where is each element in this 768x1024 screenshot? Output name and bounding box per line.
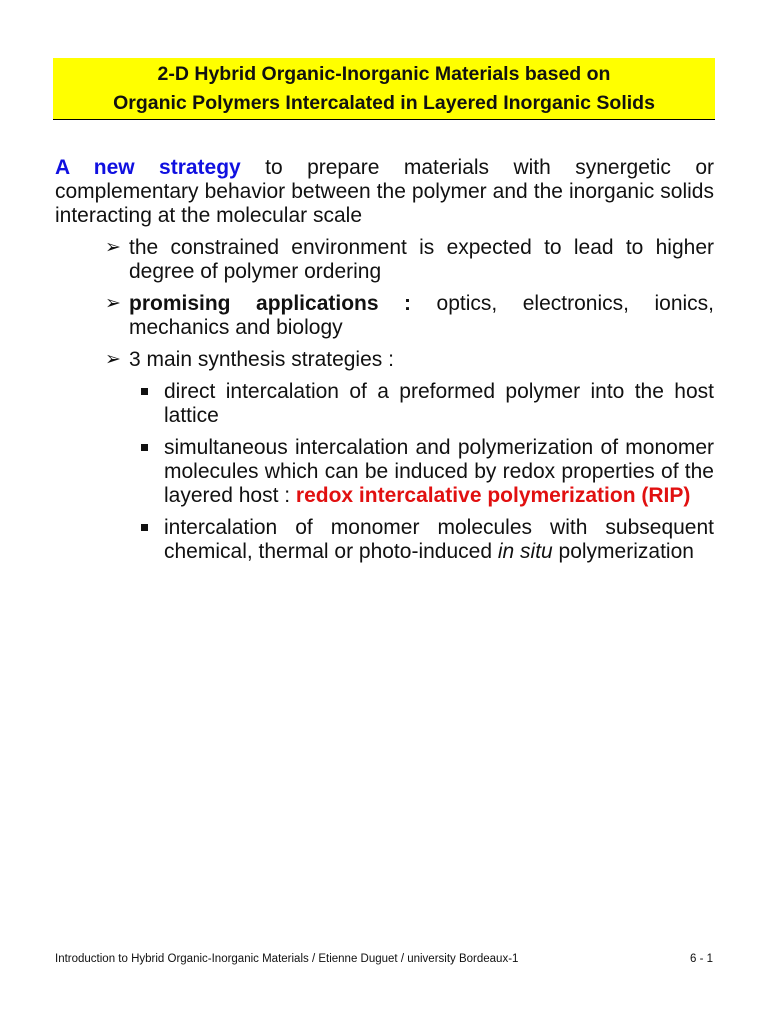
sub-bullet-item bbox=[55, 380, 714, 428]
title-line-2: Organic Polymers Intercalated in Layered Inorganic Solids bbox=[113, 92, 655, 114]
bullet-text: optics, electronics, ionics, mechanics and biology bbox=[129, 292, 714, 339]
sub-bullet-text-end: polymerization bbox=[552, 540, 694, 563]
title-line-1: 2-D Hybrid Organic-Inorganic Materials based on bbox=[157, 63, 611, 85]
rip-highlight: redox intercalative polymerization (RIP) bbox=[295, 484, 691, 507]
sub-bullet-text: intercalation of monomer molecules with subsequent chemical, thermal or photo-induced bbox=[164, 516, 714, 563]
in-situ-italic: in situ bbox=[497, 540, 553, 563]
bullet-text: 3 main synthesis strategies : bbox=[129, 348, 394, 371]
sub-bullet-text: direct intercalation of a preformed polymer into the host lattice bbox=[164, 380, 714, 427]
bullet-item bbox=[55, 292, 714, 340]
intro-text: to prepare materials with synergetic or complementary behavior between the polymer and the inorganic solids interacting at the molecular scale bbox=[55, 156, 714, 227]
bullet-text: the constrained environment is expected to lead to higher degree of polymer ordering bbox=[129, 236, 714, 283]
arrow-bullet-icon: ➢ bbox=[105, 237, 121, 258]
sub-bullet-text: simultaneous intercalation and polymerization of monomer molecules which can be induced by redox properties of the layered host : bbox=[164, 436, 714, 507]
bullet-bold-text: promising applications : bbox=[129, 292, 412, 315]
title-banner bbox=[53, 58, 715, 120]
page-number: 6 - 1 bbox=[689, 953, 713, 965]
square-bullet-icon bbox=[141, 444, 148, 451]
arrow-bullet-icon: ➢ bbox=[105, 349, 121, 370]
square-bullet-icon bbox=[141, 388, 148, 395]
square-bullet-icon bbox=[141, 524, 148, 531]
intro-lead: A new strategy bbox=[55, 156, 241, 179]
bullet-item bbox=[55, 348, 714, 372]
intro-paragraph bbox=[55, 156, 714, 228]
sub-bullet-item bbox=[55, 516, 714, 564]
slide-content bbox=[55, 156, 714, 572]
sub-bullet-item bbox=[55, 436, 714, 508]
arrow-bullet-icon: ➢ bbox=[105, 293, 121, 314]
bullet-item bbox=[55, 236, 714, 284]
footer-credit: Introduction to Hybrid Organic-Inorganic Materials / Etienne Duguet / university Bordeaux-1 bbox=[55, 953, 519, 965]
